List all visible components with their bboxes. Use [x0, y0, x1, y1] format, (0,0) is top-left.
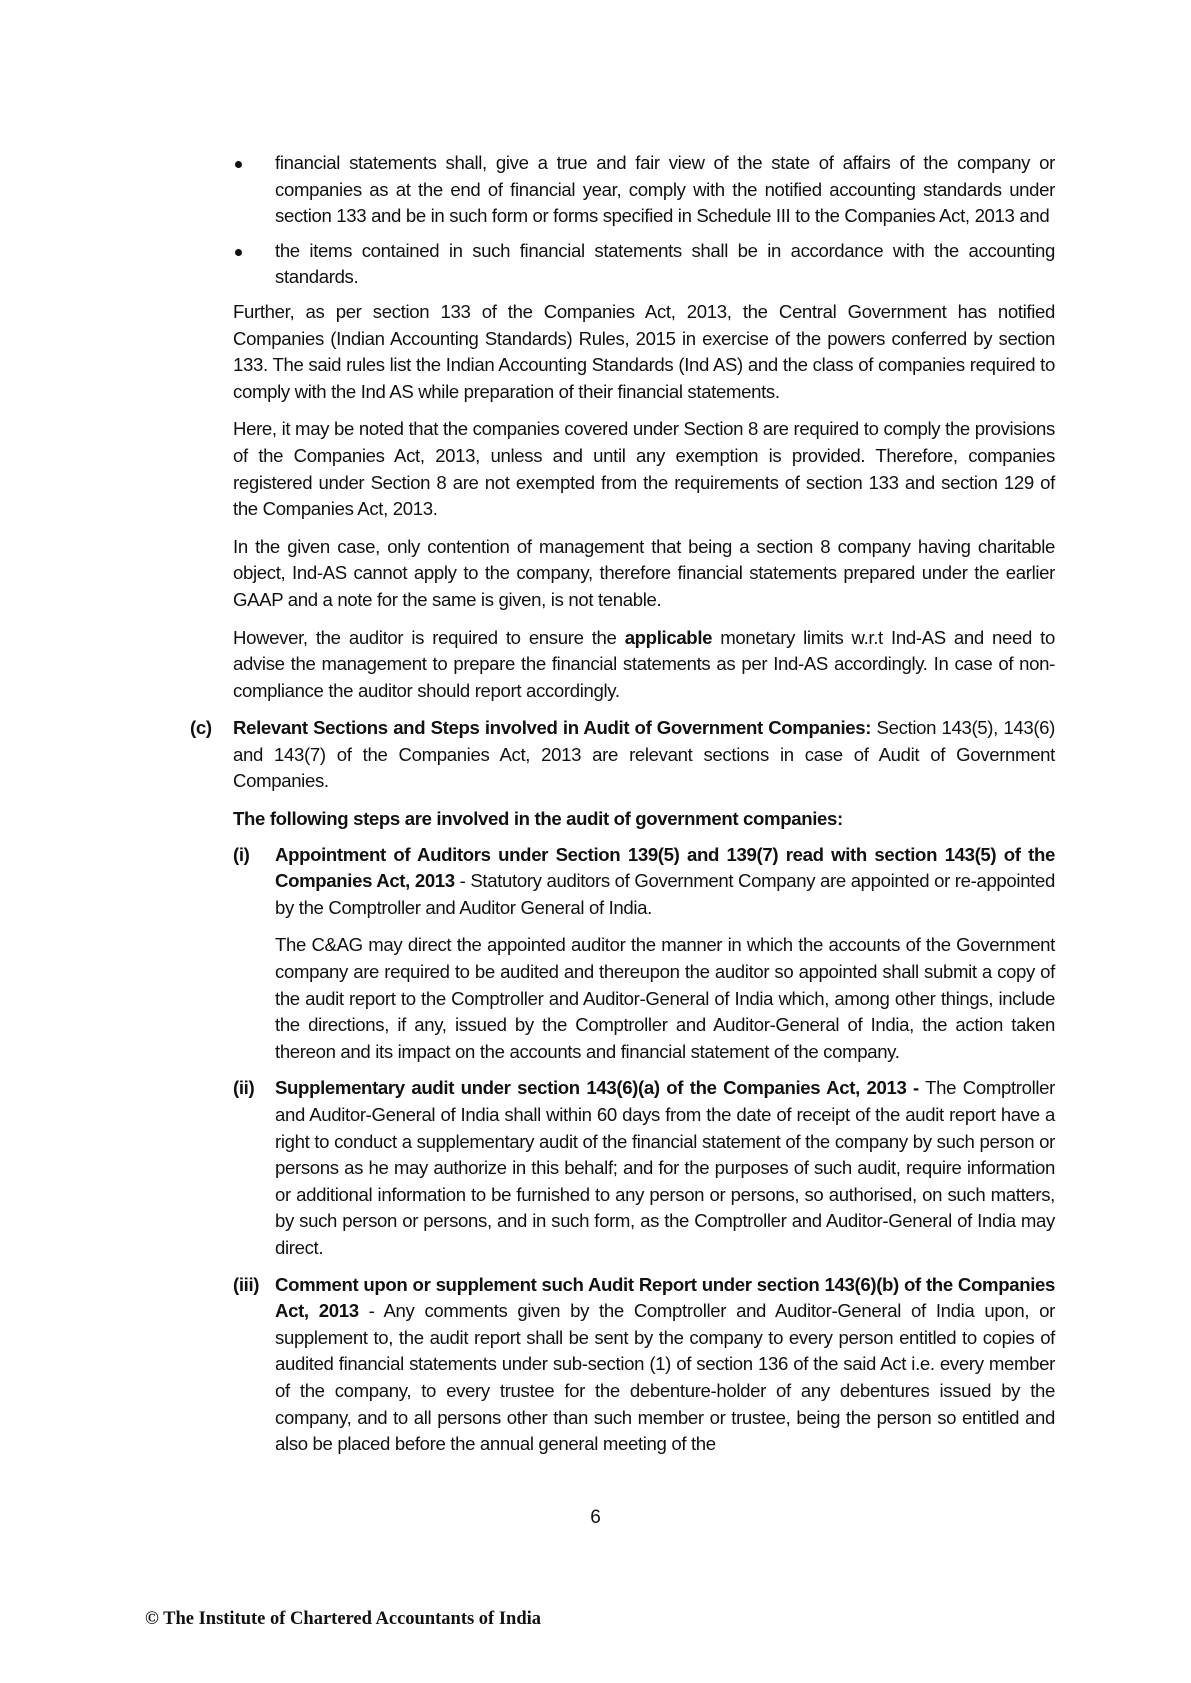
step-heading: Supplementary audit under section 143(6)(a) of the Companies Act, 2013 - — [275, 1077, 919, 1099]
bullet-list — [233, 150, 1055, 291]
step-number: (iii) — [233, 1273, 260, 1295]
paragraph-section-133: Further, as per section 133 of the Companies Act, 2013, the Central Government has notified Companies (Indian Accounting Standards) Rules, 2015 in exercise of the powers conferred by section 133. The said rules list the Indian Accounting Standards (Ind AS) and the class of companies required to comply with the Ind AS while preparation of their financial statements. — [233, 300, 1055, 402]
bullet-dot-icon — [235, 161, 242, 168]
step-heading: Comment upon or supplement such Audit Report under section 143(6)(b) of the Companies Act, 2013 — [275, 1273, 1055, 1322]
bullet-text: the items contained in such financial statements shall be in accordance with the accounting standards. — [275, 239, 1055, 288]
step-comment-on-audit-report — [233, 1272, 1055, 1458]
bullet-text: financial statements shall, give a true and fair view of the state of affairs of the company or companies as at the end of financial year, comply with the notified accounting standards under section 133 and be in such form or forms specified in Schedule III to the Companies Act, 2013 and — [275, 152, 1055, 227]
step-extra-paragraph: The C&AG may direct the appointed auditor the manner in which the accounts of the Government company are required to be audited and thereupon the auditor so appointed shall submit a copy of the audit report to the Comptroller and Auditor-General of India which, among other things, include the directions, if any, issued by the Comptroller and Auditor-General of India, the action taken thereon and its impact on the accounts and financial statement of the company. — [275, 934, 1055, 1062]
step-number: (i) — [233, 843, 250, 865]
paragraph-auditor-duty — [233, 625, 1055, 705]
step-body — [275, 1075, 1055, 1261]
step-text: - Statutory auditors of Government Company are appointed or re-appointed by the Comptroller and Auditor General of India. — [275, 870, 1055, 918]
step-text: - Any comments given by the Comptroller and Auditor-General of India upon, or supplement to, the audit report shall be sent by the company to every person entitled to copies of audited financial statements under sub-section (1) of section 136 of the said Act i.e. every member of the company, to every trustee for the debenture-holder of any debentures issued by the company, and to all persons other than such member or trustee, being the person so entitled and also be placed before the annual general meeting of the — [275, 1300, 1055, 1455]
emphasis-applicable: applicable — [624, 626, 713, 648]
paragraph-text: However, the auditor is required to ensure the — [233, 626, 625, 648]
step-heading: Appointment of Auditors under Section 139(5) and 139(7) read with section 143(5) of the Companies Act, 2013 — [275, 843, 1055, 892]
step-body — [275, 1272, 1055, 1458]
bullet-item — [233, 150, 1055, 230]
bullet-dot-icon — [235, 249, 242, 256]
section-c-heading: Relevant Sections and Steps involved in Audit of Government Companies: — [233, 717, 872, 739]
footer-copyright: © The Institute of Chartered Accountants of India — [145, 1609, 542, 1629]
section-c — [190, 715, 1055, 1457]
step-text: The Comptroller and Auditor-General of India shall within 60 days from the date of receipt of the audit report have a right to conduct a supplementary audit of the financial statement of the company by such person or persons as he may authorize in this behalf; and for the purposes of such audit, require information or additional information to be furnished to any person or persons, so authorised, on such matters, by such person or persons, and in such form, as the Comptroller and Auditor-General of India may direct. — [275, 1077, 1055, 1258]
paragraph-text: monetary limits w.r.t Ind-AS and need to advise the management to prepare the financial statements as per Ind-AS accordingly. In case of non-compliance the auditor should report accordingly. — [233, 626, 1055, 701]
step-body — [275, 842, 1055, 922]
step-number: (ii) — [233, 1077, 255, 1099]
page-content — [190, 150, 1055, 1468]
section-c-marker: (c) — [190, 717, 212, 739]
paragraph-section-8: Here, it may be noted that the companies covered under Section 8 are required to comply the provisions of the Companies Act, 2013, unless and until any exemption is provided. Therefore, companies registered under Section 8 are not exempted from the requirements of section 133 and section 129 of the Companies Act, 2013. — [233, 418, 1055, 520]
section-c-text: Section 143(5), 143(6) and 143(7) of the Companies Act, 2013 are relevant sections in case of Audit of Government Companies. — [233, 717, 1055, 792]
step-appointment-of-auditors — [233, 842, 1055, 1066]
step-supplementary-audit — [233, 1075, 1055, 1261]
section-c-intro — [233, 715, 1055, 795]
bullet-item — [233, 238, 1055, 291]
page-number: 6 — [590, 1507, 601, 1528]
steps-heading: The following steps are involved in the audit of government companies: — [233, 808, 843, 830]
paragraph-given-case: In the given case, only contention of management that being a section 8 company having charitable object, Ind-AS cannot apply to the company, therefore financial statements prepared under the earlier GAAP and a note for the same is given, is not tenable. — [233, 535, 1055, 610]
